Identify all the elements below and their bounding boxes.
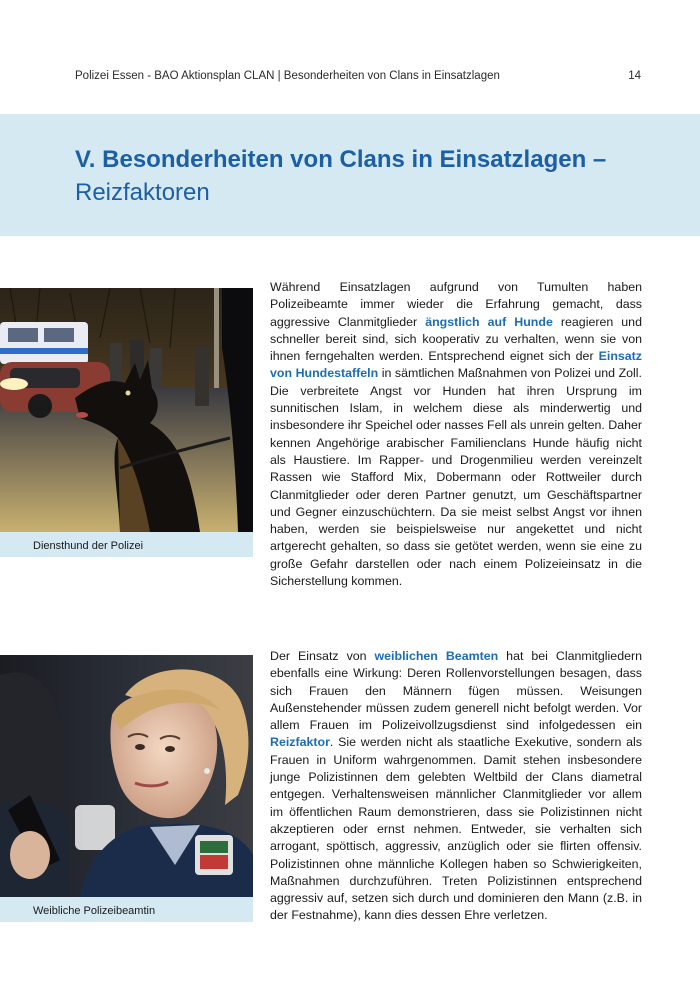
highlight-term: Einsatz von Hundestaffeln [270,349,642,381]
highlight-term: Reizfaktor [270,735,330,750]
section-subtitle: Reizfaktoren [75,179,210,206]
highlight-term: ängstlich auf Hunde [425,314,553,329]
highlight-term: weiblichen Beamten [374,649,499,663]
section-title-band [0,114,700,236]
page-number: 14 [628,70,641,82]
section-title: V. Besonderheiten von Clans in Einsatzlagen – [75,146,607,173]
running-title: Polizei Essen - BAO Aktionsplan CLAN | Besonderheiten von Clans in Einsatzlagen [75,70,500,82]
photo-caption: Weibliche Polizeibeamtin [0,897,253,922]
running-header [75,70,641,82]
police-dog-photo [0,288,253,532]
photo-caption: Diensthund der Polizei [0,532,253,557]
paragraph-dogs: Während Einsatzlagen aufgrund von Tumulten haben Polizeibeamte immer wieder die Erfahrung gemacht, dass aggressive Clanmitglieder ängstlich auf Hunde reagieren und schneller bereit sind, sich kooperativ zu verhalten, wenn sie von ihnen ferngehalten werden. Entsprechend eignet sich der Einsatz von Hundestaffeln in sämtlichen Maßnahmen von Polizei und Zoll. Die verbreitete Angst vor Hunden hat ihren Ursprung im sunnitischen Islam, in welchem diese als minderwertig und insbesondere ihr Speichel oder nasses Fell als unrein gelten. Daher kennen Angehörige arabischer Familienclans Hunde häufig nicht als Haustiere. Im Rapper- und Drogenmilieu werden vereinzelt Rassen wie Stafford Mix, Dobermann oder Rottweiler durch Clanmitglieder oder deren Partner genutzt, um Geschäftspartner und Gegner einzuschüchtern. Da sie meist selbst Angst vor ihnen haben, werden sie beispielsweise nur angekettet und nicht artgerecht gehalten, so dass sie getötet werden, wenn sie eine zu große Gefahr darstellen oder nach einem Polizeieinsatz in die Sicherstellung kommen. [270,280,642,589]
paragraph-female-officers: Der Einsatz von weiblichen Beamten hat bei Clanmitgliedern ebenfalls eine Wirkung: Deren Rollenvorstellungen besagen, dass sich Frauen den Männern fügen müssen. Weisungen Außenstehender müssen zudem generell nicht befolgt werden. Vor allem Frauen im Polizeivollzugsdienst sind infolgedessen ein Reizfaktor. Sie werden nicht als staatliche Exekutive, sondern als Frauen in Uniform wahrgenommen. Damit stehen insbesondere junge Polizistinnen dem gelebten Weltbild der Clans diametral entgegen. Verhaltensweisen männlicher Clanmitglieder vor allem im öffentlichen Raum demonstrieren, dass sie Polizistinnen nicht akzeptieren oder ernst nehmen. Entweder, sie verhalten sich arrogant, spöttisch, aggressiv, anzüglich oder sie flirten offensiv. Polizistinnen ohne männliche Kollegen haben so Schwierigkeiten, Maßnahmen durchzuführen. Treten Polizistinnen entsprechend aggressiv auf, setzen sich durch und dominieren den Mann (z.B. in der Festnahme), kann dies dessen Ehre verletzen. [270,649,642,923]
female-officer-photo [0,655,253,897]
